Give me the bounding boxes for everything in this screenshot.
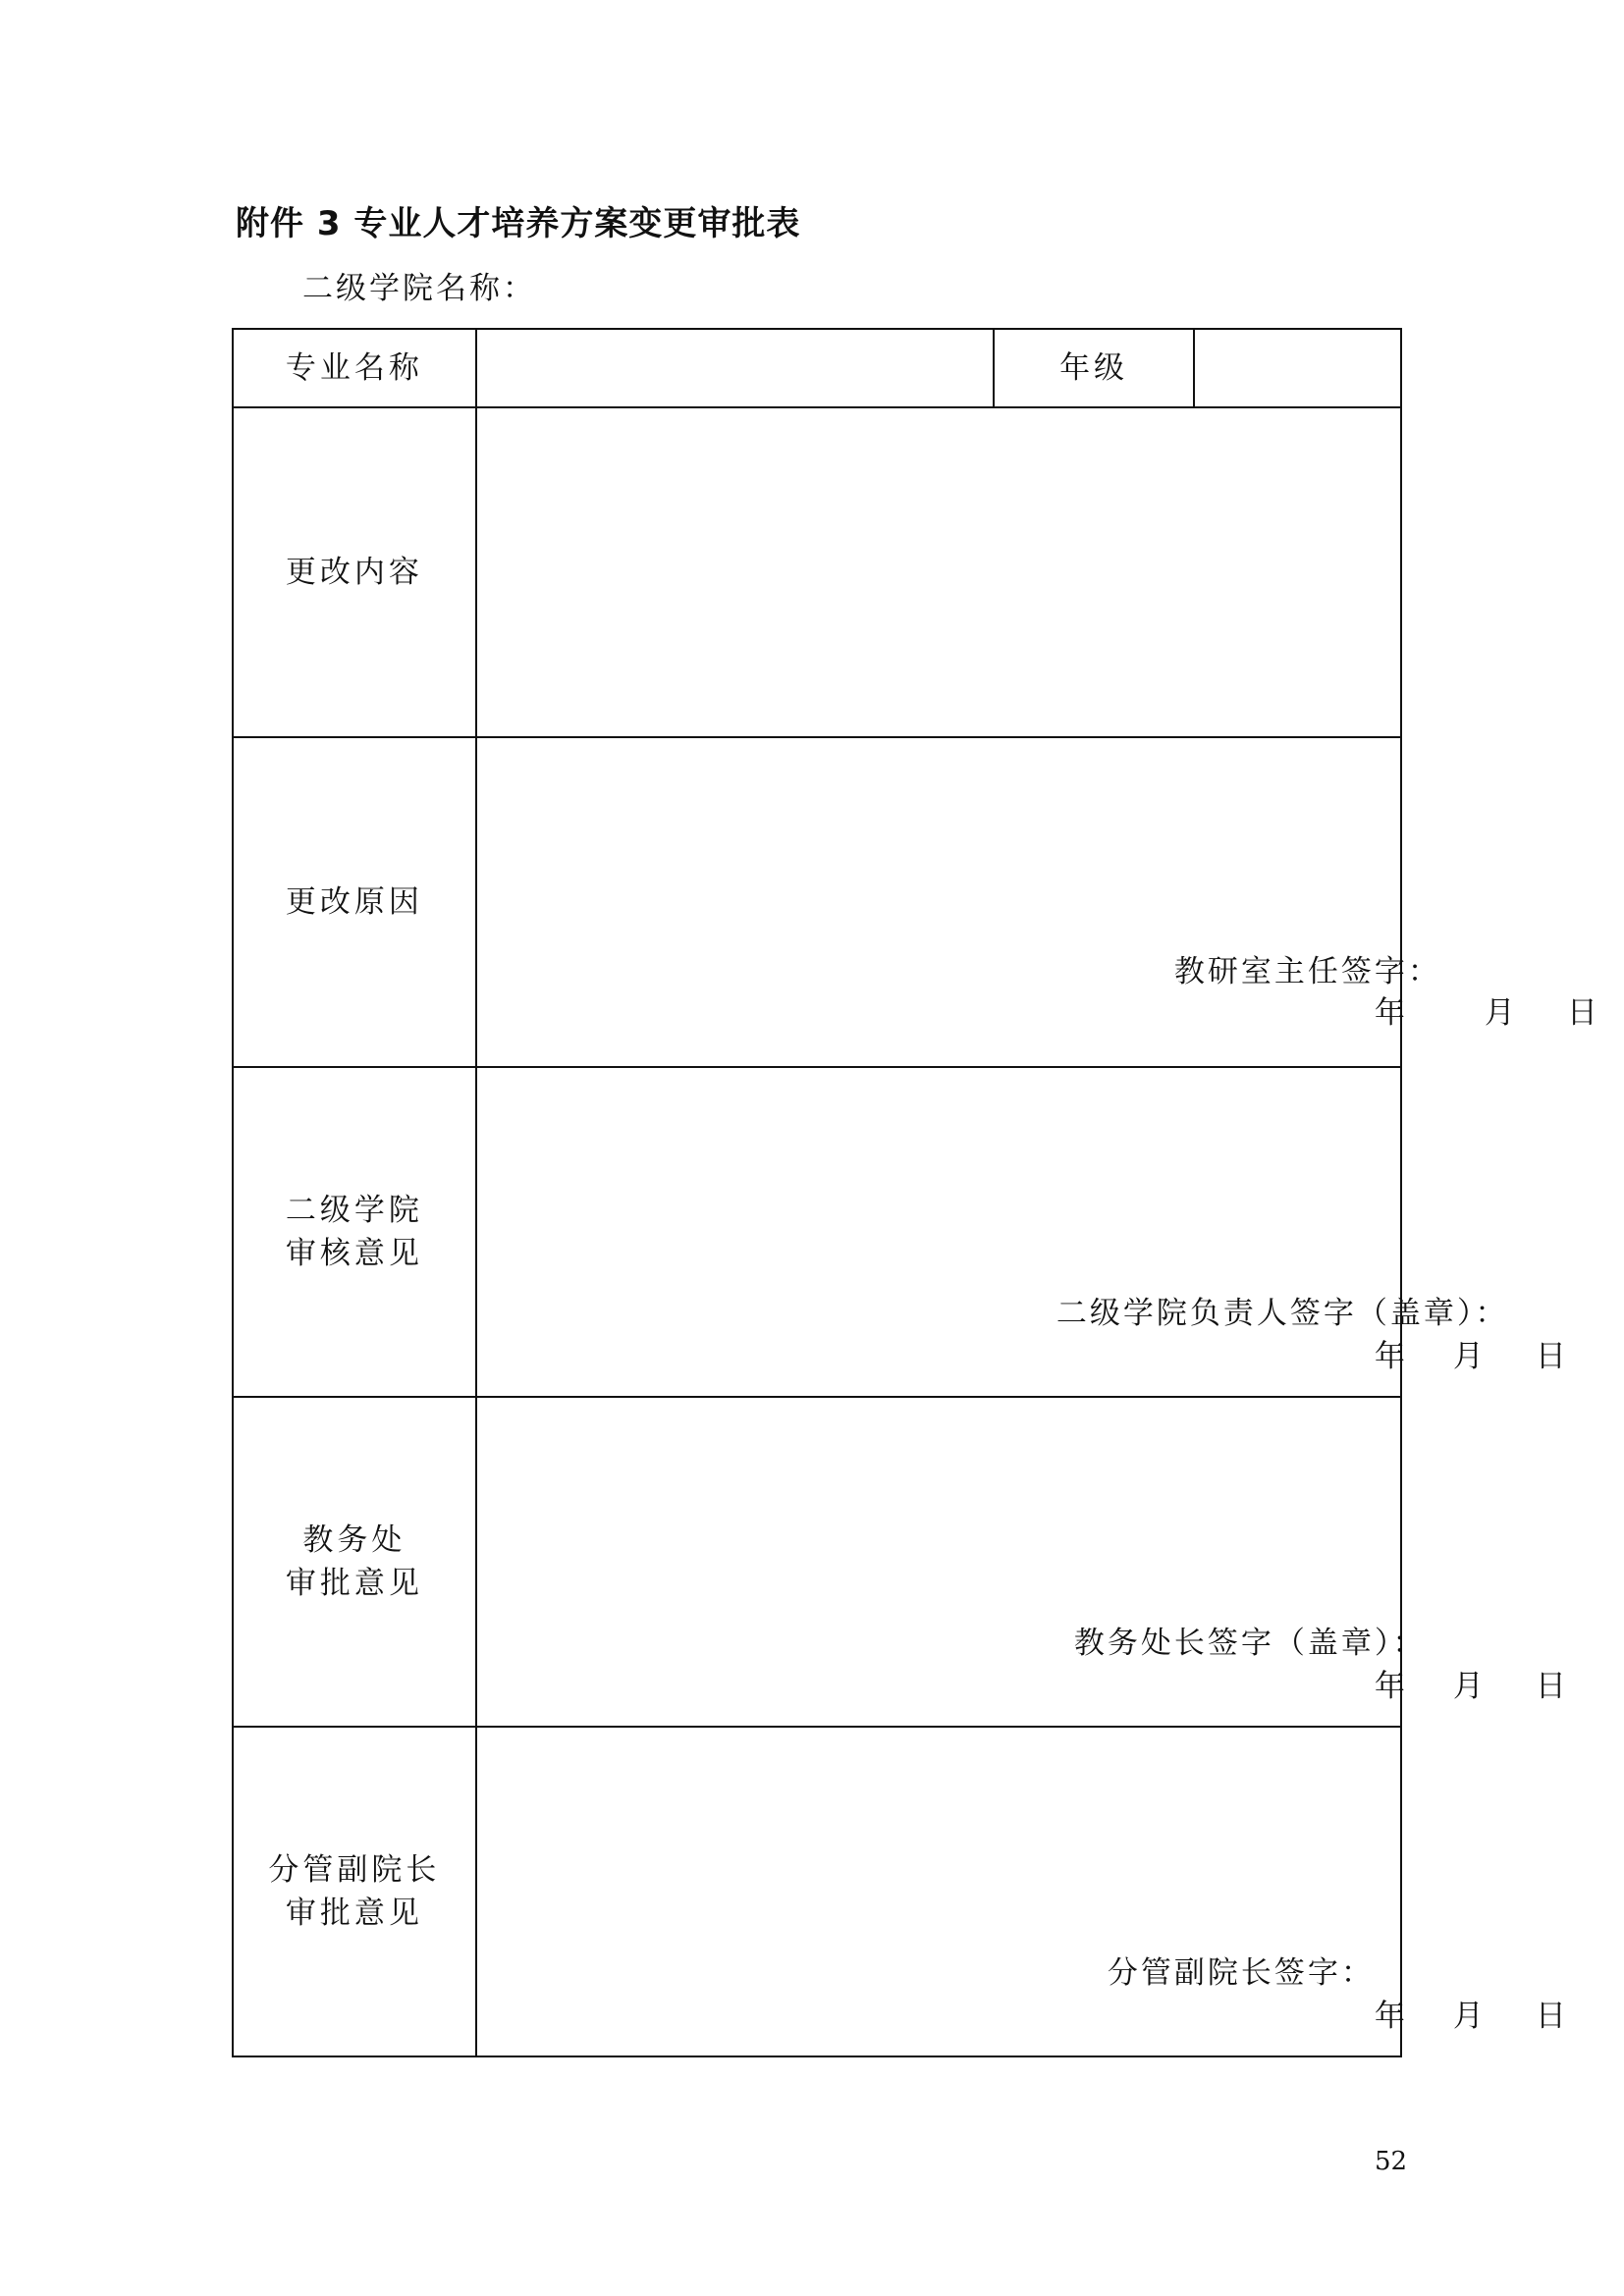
academic-office-field[interactable] bbox=[476, 1397, 1566, 1727]
date-month-label: 月 bbox=[1452, 1669, 1484, 1704]
page-number: 52 bbox=[1375, 2147, 1408, 2176]
college-name-label: 二级学院名称： bbox=[302, 271, 536, 306]
date-month-label: 月 bbox=[1452, 1339, 1484, 1374]
vice-president-label-line2: 审批意见 bbox=[285, 1896, 423, 1931]
major-name-field[interactable] bbox=[476, 329, 994, 407]
approval-form-table bbox=[232, 328, 1597, 2057]
change-content-field[interactable] bbox=[476, 407, 1401, 737]
academic-office-label bbox=[233, 1397, 476, 1727]
academic-office-signature-label: 教务处长签字（盖章）： bbox=[1073, 1626, 1427, 1661]
form-title: 附件 3 专业人才培养方案变更审批表 bbox=[236, 204, 801, 243]
date-day-label: 日 bbox=[1566, 995, 1597, 1031]
date-day-label: 日 bbox=[1535, 1669, 1566, 1704]
date-day-label: 日 bbox=[1535, 1339, 1566, 1374]
change-content-label: 更改内容 bbox=[233, 407, 476, 737]
teaching-director-signature-label: 教研室主任签字： bbox=[1173, 954, 1441, 989]
grade-field[interactable] bbox=[1194, 329, 1401, 407]
change-reason-label: 更改原因 bbox=[233, 737, 476, 1067]
vice-president-field[interactable] bbox=[476, 1727, 1566, 2056]
academic-office-label-line1: 教务处 bbox=[302, 1522, 406, 1558]
date-year-label: 年 bbox=[1374, 1999, 1405, 2034]
date-year-label: 年 bbox=[1374, 1669, 1405, 1704]
vice-president-signature-label: 分管副院长签字： bbox=[1107, 1955, 1375, 1991]
major-name-label: 专业名称 bbox=[233, 329, 476, 407]
grade-label: 年级 bbox=[994, 329, 1194, 407]
college-review-label-line2: 审核意见 bbox=[285, 1236, 423, 1271]
college-review-field[interactable] bbox=[476, 1067, 1566, 1397]
college-review-label bbox=[233, 1067, 476, 1397]
academic-office-label-line2: 审批意见 bbox=[285, 1566, 423, 1601]
date-year-label: 年 bbox=[1374, 995, 1405, 1031]
date-month-label: 月 bbox=[1452, 1999, 1484, 2034]
vice-president-label bbox=[233, 1727, 476, 2056]
date-year-label: 年 bbox=[1374, 1339, 1405, 1374]
date-month-label: 月 bbox=[1484, 995, 1515, 1031]
college-head-signature-label: 二级学院负责人签字（盖章）： bbox=[1056, 1296, 1509, 1331]
date-day-label: 日 bbox=[1535, 1999, 1566, 2034]
change-reason-field[interactable] bbox=[476, 737, 1597, 1067]
college-review-label-line1: 二级学院 bbox=[285, 1193, 423, 1228]
vice-president-label-line1: 分管副院长 bbox=[268, 1852, 441, 1888]
